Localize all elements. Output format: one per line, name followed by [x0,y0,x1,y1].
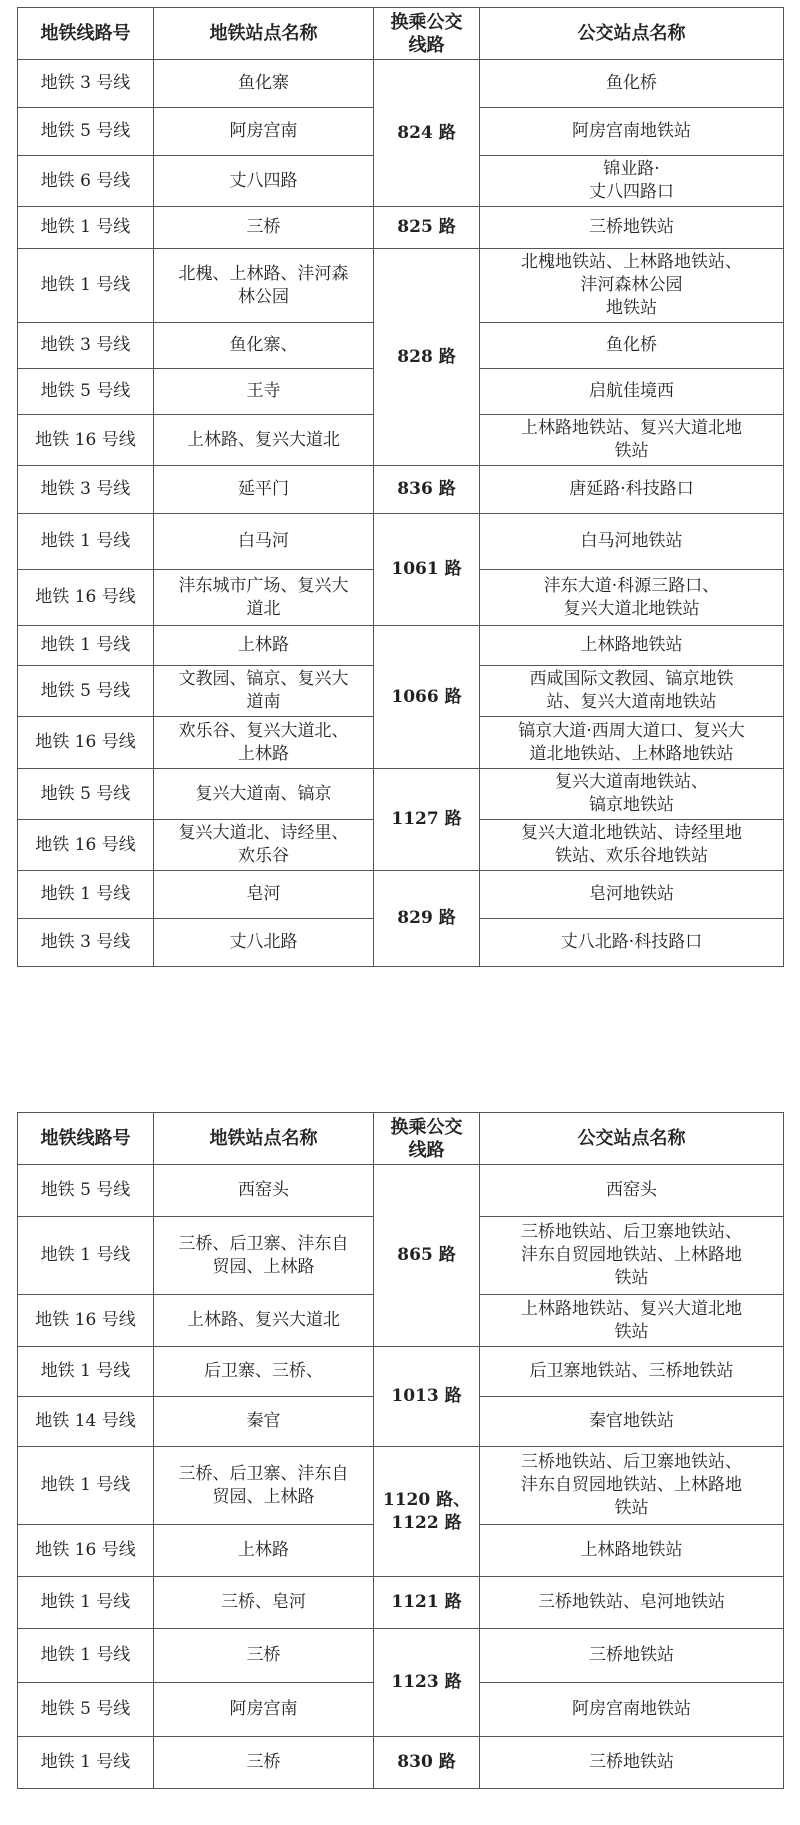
line-cell: 地铁 1 号线 [18,1629,154,1683]
station-cell: 三桥、后卫寨、沣东自 贸园、上林路 [154,1447,374,1525]
station-cell: 三桥 [154,1629,374,1683]
station-cell: 王寺 [154,369,374,415]
line-cell: 地铁 1 号线 [18,1447,154,1525]
line-cell: 地铁 5 号线 [18,369,154,415]
bus-stop-cell: 三桥地铁站、后卫寨地铁站、 沣东自贸园地铁站、上林路地 铁站 [480,1447,784,1525]
station-cell: 延平门 [154,466,374,514]
bus-stop-cell: 三桥地铁站、皂河地铁站 [480,1577,784,1629]
station-cell: 复兴大道南、镐京 [154,769,374,820]
route-cell: 865 路 [374,1165,480,1347]
bus-stop-cell: 皂河地铁站 [480,871,784,919]
bus-stop-cell: 阿房宫南地铁站 [480,108,784,156]
station-cell: 沣东城市广场、复兴大 道北 [154,570,374,626]
table-row [18,626,784,666]
header-route: 换乘公交 线路 [374,1113,480,1165]
table-row [18,1737,784,1789]
station-cell: 白马河 [154,514,374,570]
line-cell: 地铁 3 号线 [18,323,154,369]
line-cell: 地铁 1 号线 [18,871,154,919]
header-line: 地铁线路号 [18,1113,154,1165]
bus-stop-cell: 三桥地铁站、后卫寨地铁站、 沣东自贸园地铁站、上林路地 铁站 [480,1217,784,1295]
line-cell: 地铁 5 号线 [18,108,154,156]
route-cell: 1066 路 [374,626,480,769]
table-row [18,1165,784,1217]
line-cell: 地铁 16 号线 [18,717,154,769]
table-row [18,871,784,919]
bus-stop-cell: 沣东大道·科源三路口、 复兴大道北地铁站 [480,570,784,626]
route-cell: 824 路 [374,60,480,207]
bus-stop-cell: 启航佳境西 [480,369,784,415]
line-cell: 地铁 1 号线 [18,1347,154,1397]
station-cell: 上林路、复兴大道北 [154,415,374,466]
bus-stop-cell: 上林路地铁站、复兴大道北地 铁站 [480,415,784,466]
station-cell: 鱼化寨 [154,60,374,108]
bus-stop-cell: 阿房宫南地铁站 [480,1683,784,1737]
line-cell: 地铁 1 号线 [18,626,154,666]
line-cell: 地铁 5 号线 [18,769,154,820]
bus-stop-cell: 复兴大道北地铁站、诗经里地 铁站、欢乐谷地铁站 [480,820,784,871]
bus-stop-cell: 后卫寨地铁站、三桥地铁站 [480,1347,784,1397]
line-cell: 地铁 1 号线 [18,1577,154,1629]
route-cell: 1120 路、 1122 路 [374,1447,480,1577]
line-cell: 地铁 5 号线 [18,666,154,717]
line-cell: 地铁 1 号线 [18,207,154,249]
line-cell: 地铁 16 号线 [18,415,154,466]
route-cell: 1123 路 [374,1629,480,1737]
route-cell: 830 路 [374,1737,480,1789]
table-row [18,1447,784,1525]
header-bus-stop: 公交站点名称 [480,1113,784,1165]
header-station: 地铁站点名称 [154,8,374,60]
header-bus-stop: 公交站点名称 [480,8,784,60]
bus-stop-cell: 上林路地铁站 [480,1525,784,1577]
table-row [18,249,784,323]
line-cell: 地铁 1 号线 [18,1737,154,1789]
line-cell: 地铁 6 号线 [18,156,154,207]
line-cell: 地铁 16 号线 [18,1525,154,1577]
line-cell: 地铁 5 号线 [18,1683,154,1737]
station-cell: 三桥、皂河 [154,1577,374,1629]
bus-stop-cell: 丈八北路·科技路口 [480,919,784,967]
station-cell: 阿房宫南 [154,108,374,156]
transfer-table-2 [17,1112,784,1789]
line-cell: 地铁 1 号线 [18,249,154,323]
bus-stop-cell: 鱼化桥 [480,323,784,369]
line-cell: 地铁 16 号线 [18,570,154,626]
bus-stop-cell: 复兴大道南地铁站、 镐京地铁站 [480,769,784,820]
table-row [18,1629,784,1683]
bus-stop-cell: 三桥地铁站 [480,1737,784,1789]
station-cell: 上林路、复兴大道北 [154,1295,374,1347]
table-row [18,1347,784,1397]
header-station: 地铁站点名称 [154,1113,374,1165]
station-cell: 丈八四路 [154,156,374,207]
route-cell: 825 路 [374,207,480,249]
header-row [18,1113,784,1165]
line-cell: 地铁 5 号线 [18,1165,154,1217]
station-cell: 秦官 [154,1397,374,1447]
header-route: 换乘公交 线路 [374,8,480,60]
bus-stop-cell: 三桥地铁站 [480,1629,784,1683]
bus-stop-cell: 鱼化桥 [480,60,784,108]
bus-stop-cell: 上林路地铁站、复兴大道北地 铁站 [480,1295,784,1347]
station-cell: 阿房宫南 [154,1683,374,1737]
bus-stop-cell: 唐延路·科技路口 [480,466,784,514]
table-row [18,514,784,570]
station-cell: 文教园、镐京、复兴大 道南 [154,666,374,717]
header-line: 地铁线路号 [18,8,154,60]
bus-stop-cell: 西咸国际文教园、镐京地铁 站、复兴大道南地铁站 [480,666,784,717]
bus-stop-cell: 锦业路· 丈八四路口 [480,156,784,207]
bus-stop-cell: 北槐地铁站、上林路地铁站、 沣河森林公园 地铁站 [480,249,784,323]
table-row [18,60,784,108]
table-row [18,1577,784,1629]
bus-stop-cell: 上林路地铁站 [480,626,784,666]
line-cell: 地铁 16 号线 [18,820,154,871]
bus-stop-cell: 三桥地铁站 [480,207,784,249]
header-row [18,8,784,60]
station-cell: 三桥、后卫寨、沣东自 贸园、上林路 [154,1217,374,1295]
station-cell: 欢乐谷、复兴大道北、 上林路 [154,717,374,769]
line-cell: 地铁 1 号线 [18,1217,154,1295]
route-cell: 1061 路 [374,514,480,626]
station-cell: 丈八北路 [154,919,374,967]
line-cell: 地铁 3 号线 [18,60,154,108]
station-cell: 上林路 [154,626,374,666]
station-cell: 后卫寨、三桥、 [154,1347,374,1397]
station-cell: 三桥 [154,1737,374,1789]
line-cell: 地铁 16 号线 [18,1295,154,1347]
station-cell: 西窑头 [154,1165,374,1217]
route-cell: 836 路 [374,466,480,514]
transfer-table-1 [17,7,784,967]
table-row [18,769,784,820]
route-cell: 1013 路 [374,1347,480,1447]
station-cell: 皂河 [154,871,374,919]
bus-stop-cell: 白马河地铁站 [480,514,784,570]
bus-stop-cell: 镐京大道·西周大道口、复兴大 道北地铁站、上林路地铁站 [480,717,784,769]
station-cell: 北槐、上林路、沣河森 林公园 [154,249,374,323]
station-cell: 上林路 [154,1525,374,1577]
station-cell: 三桥 [154,207,374,249]
line-cell: 地铁 14 号线 [18,1397,154,1447]
route-cell: 828 路 [374,249,480,466]
route-cell: 1127 路 [374,769,480,871]
table-row [18,466,784,514]
line-cell: 地铁 3 号线 [18,466,154,514]
line-cell: 地铁 3 号线 [18,919,154,967]
route-cell: 1121 路 [374,1577,480,1629]
bus-stop-cell: 西窑头 [480,1165,784,1217]
station-cell: 鱼化寨、 [154,323,374,369]
station-cell: 复兴大道北、诗经里、 欢乐谷 [154,820,374,871]
bus-stop-cell: 秦官地铁站 [480,1397,784,1447]
table-row [18,207,784,249]
route-cell: 829 路 [374,871,480,967]
line-cell: 地铁 1 号线 [18,514,154,570]
